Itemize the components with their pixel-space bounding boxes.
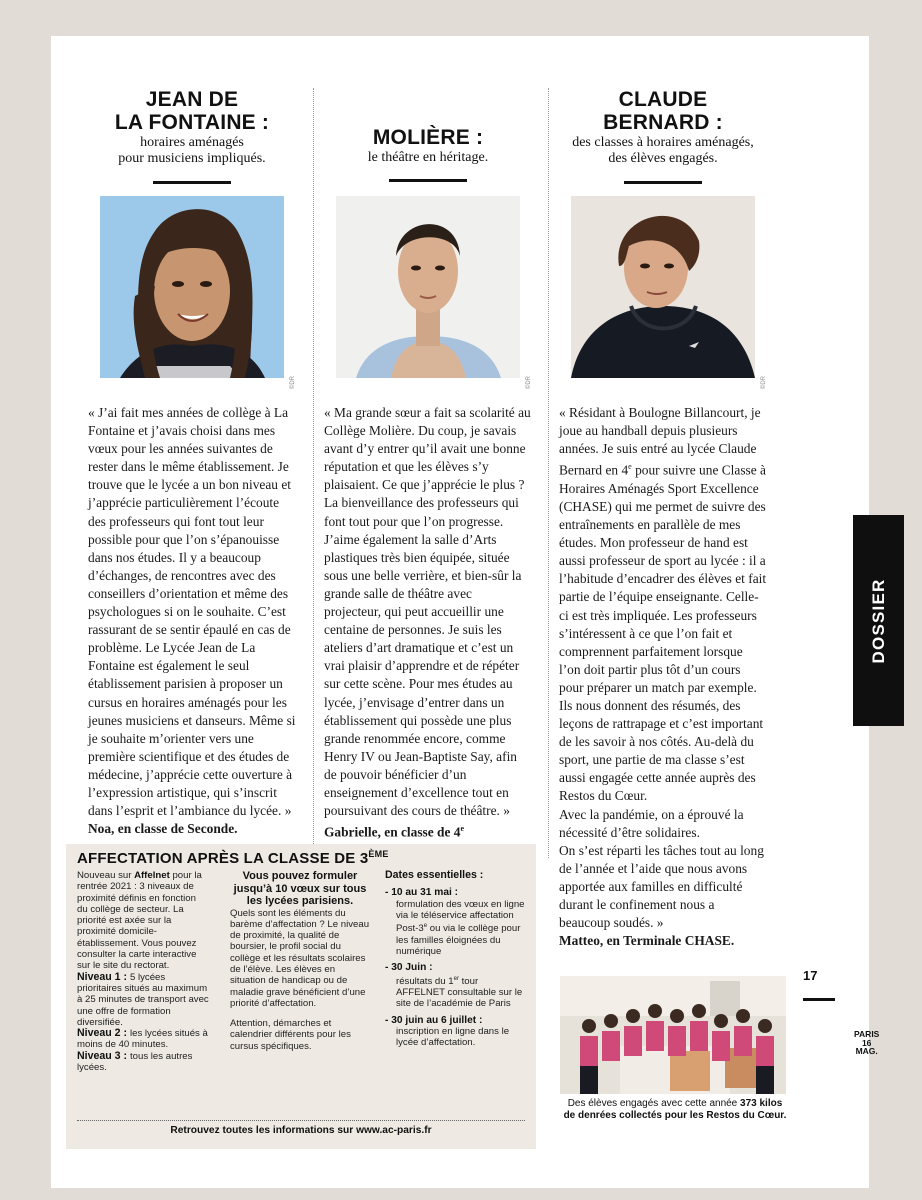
portrait-matteo-image (571, 196, 755, 378)
group-photo-image (560, 976, 786, 1094)
level-label: Niveau 2 : (77, 1027, 130, 1040)
signature-text: Gabrielle, en classe de 4 (324, 824, 461, 840)
affectation-title-sup: ÈME (368, 849, 389, 859)
school-subtitle (324, 150, 532, 166)
level-2 (77, 1028, 209, 1051)
date-description: inscription en ligne dans le lycée d’affectation. (396, 1025, 510, 1049)
date-text: tour AFFELNET consultable sur le site de l’académie de Paris (396, 975, 523, 1010)
affectation-footer (66, 1125, 536, 1136)
signature-sup: e (460, 824, 465, 834)
logo-line: PARIS (854, 1029, 880, 1039)
date-sup: er (453, 975, 459, 982)
portrait-photo-matteo (571, 196, 767, 390)
voeux-headline: Vous pouvez formuler jusqu’à 10 vœux sur tous les lycées parisiens. (233, 870, 367, 907)
quote-text: « J’ai fait mes années de collège à La Fontaine et j’avais choisi dans mes vœux pour les années suivantes de rester dans le même établissement. Je trouve que le lycée a un bon niveau et j’apprécie particulièrement l’écoute des professeurs qui font tout leur possible pour que l’on s’épanouisse dans nos études. Il y a beaucoup d’échanges, de rencontres avec des conseillers d’orientation et même des psychologues si on le souhaite. C’est rassurant de se sentir épaulé en cas de problème. Le Lycée Jean de La Fontaine est également le seul établissement parisien à proposer un cursus en horaires aménagés pour les jeunes musiciens et danseurs. Même si je souhaite m’orienter vers une première scientifique et des études de médecine, j’apprécie cette ouverture à l’expression artistique, qui s’inscrit dans l’esprit et l’ambiance du lycée. » (88, 405, 296, 819)
level-label: Niveau 3 : (77, 1049, 130, 1062)
affectation-title-text: AFFECTATION APRÈS LA CLASSE DE 3 (77, 850, 369, 867)
header-rule (153, 181, 231, 184)
date-text: résultats du 1 (396, 975, 454, 987)
quote-text: « Ma grande sœur a fait sa scolarité au Collège Molière. Du coup, je savais avant d’y entrer qu’il avait une bonne réputation et que les élèves s’y plaisaient. Ce que j’apprécie le plus ? La bienveillance des professeurs qui font tout pour que l’on progresse. J’aime également la salle d’Arts plastiques très bien équipée, située sous une belle verrière, et bien-sûr la grande salle de théâtre avec projecteur, qui peut accueillir une centaine de personnes. Je suis les ateliers d’art dramatique et c’est un vrai plaisir d’apprendre et de répéter sur cette scène. Pour mes études au lycée, j’envisage d’entrer dans un établissement qui possède une plus grande renommée encore, comme Henry IV ou Jean-Baptiste Say, afin de pouvoir bénéficier d’un enseignement d’excellence tout en poursuivant des cours de théâtre. » (324, 405, 531, 819)
date-sup: e (423, 923, 428, 930)
date-text: formulation des vœux en ligne via le téléservice affectation Post-3 (396, 898, 525, 935)
level-3 (77, 1051, 209, 1074)
level-1 (77, 972, 209, 1028)
dotted-separator (77, 1120, 525, 1121)
header-rule (624, 181, 702, 184)
paris16-mag-logo (854, 1030, 879, 1056)
logo-line: MAG. (855, 1046, 878, 1056)
quote-sup: e (628, 462, 632, 472)
caption-text: Des élèves engagés avec cette année (567, 1098, 741, 1109)
level-text: 5 lycées prioritaires situés au maximum à 25 minutes de transport avec une offre de formation diversifiée. (77, 971, 209, 1028)
column-header (88, 88, 296, 196)
page-number-rule (803, 998, 835, 1001)
school-name-line: JEAN DE (145, 88, 239, 111)
testimonial-quote (559, 404, 767, 950)
school-name-line: CLAUDE (618, 88, 708, 111)
intro-bold: Affelnet (134, 870, 170, 881)
logo-line: 16 (861, 1037, 872, 1048)
level-label: Niveau 1 : (77, 970, 130, 983)
quote-text: « Résidant à Boulogne Billancourt, je joue au handball depuis plusieurs années. Je suis entré au lycée Claude Bernard en 4 (559, 405, 761, 478)
portrait-photo-gabrielle (336, 196, 532, 390)
footer-text: Retrouvez toutes les informations sur www.ac-paris.fr (170, 1125, 432, 1136)
caption-bold: 373 kilos (740, 1098, 783, 1109)
photo-caption (560, 1098, 790, 1122)
school-name (324, 88, 532, 149)
school-name-line: BERNARD : (603, 111, 723, 134)
page-number: 17 (803, 968, 818, 983)
subtitle-line: horaires aménagés (140, 135, 244, 150)
quote-signature (324, 820, 532, 842)
column-header (324, 88, 532, 196)
column-divider (548, 88, 549, 858)
article-column-la-fontaine (88, 88, 296, 838)
restos-du-coeur-photo (560, 976, 786, 1094)
date-label: - 10 au 31 mai : (385, 887, 459, 899)
photo-credit: ©DR (290, 376, 296, 390)
subtitle-line: des élèves engagés. (608, 151, 718, 166)
portrait-gabrielle-image (336, 196, 520, 378)
quote-signature: Noa, en classe de Seconde. (88, 821, 238, 837)
photo-credit: ©DR (761, 376, 767, 390)
header-rule (389, 179, 467, 182)
school-name (88, 88, 296, 134)
affelnet-intro (77, 870, 209, 972)
school-name-line: MOLIÈRE : (372, 126, 484, 149)
caption-bold: de denrées collectés pour les Restos du Cœur. (563, 1110, 787, 1121)
dates-headline: Dates essentielles : (385, 869, 484, 881)
quote-text: pour suivre une Classe à Horaires Aménagés Sport Excellence (CHASE) qui me permet de suivre des entraînements en parallèle de mes études. Mon professeur de hand est aussi professeur de sport au lycée : il a l’habitude d’encadrer des élèves et fait partie de l’équipe enseignante. Celle-ci est très impliquée. Les professeurs s’intéressent à ce que l’on fait et comprennent parfaitement lorsque l’on doit partir plus tôt d’un cours pour préparer un match par exemple. Ils nous donnent des résumés, des leçons de rattrapage et c’est important de les savoir à nos côtés. Au-delà du sport, une partie de ma classe s’est aussi engagée cette année auprès des Restos du Cœur. (559, 462, 767, 804)
portrait-photo-noa (100, 196, 296, 390)
photo-credit: ©DR (526, 376, 532, 390)
dossier-section-tab (853, 515, 904, 726)
testimonial-quote (324, 404, 532, 842)
date-label: - 30 Juin : (385, 962, 433, 974)
date-label: - 30 juin au 6 juillet : (385, 1014, 483, 1026)
quote-paragraph-3: On s’est réparti les tâches tout au long de l’année et l’aide que nous avons apportée aux familles en difficulté durant le confinement nous a beaucoup soudés. » (559, 842, 764, 931)
school-name-line: LA FONTAINE : (114, 111, 270, 134)
level-text: les lycées situés à moins de 40 minutes. (77, 1028, 208, 1051)
subtitle-line: pour musiciens impliqués. (118, 151, 266, 166)
testimonial-quote (88, 404, 296, 838)
bareme-text: Quels sont les éléments du barème d’affectation ? Le niveau de proximité, la qualité de boursier, le profil social du collège et les résultats scolaires de l’élève. Les élèves en situation de handicap ou de maladie grave bénéficient d’une priorité d’affectation. (230, 907, 370, 1009)
quote-signature: Matteo, en Terminale CHASE. (559, 933, 735, 949)
date-text: ou via le collège pour les familles éloignées du numérique (396, 923, 521, 957)
date-description (385, 899, 528, 958)
affectation-title (77, 849, 389, 867)
column-divider (313, 88, 314, 858)
subtitle-line: des classes à horaires aménagés, (572, 135, 754, 150)
article-column-moliere (324, 88, 532, 842)
section-tab-label: DOSSIER (868, 578, 888, 663)
subtitle-line: le théâtre en héritage. (367, 150, 489, 165)
portrait-noa-image (100, 196, 284, 378)
affectation-column-affelnet (77, 870, 209, 1073)
quote-paragraph-1 (559, 404, 767, 806)
intro-text: Nouveau sur (77, 870, 135, 881)
school-subtitle (88, 135, 296, 167)
attention-text: Attention, démarches et calendrier différents pour les cursus spécifiques. (230, 1018, 351, 1052)
affectation-column-dates (385, 870, 528, 1049)
article-column-claude-bernard (559, 88, 767, 950)
affectation-info-box (66, 844, 536, 1149)
date-description (385, 974, 528, 1010)
column-header (559, 88, 767, 196)
quote-paragraph-2: Avec la pandémie, on a éprouvé la nécessité d’être solidaires. (559, 806, 744, 840)
level-text: tous les autres lycées. (77, 1050, 193, 1074)
school-subtitle (559, 135, 767, 167)
affectation-column-voeux (230, 870, 370, 1052)
intro-text: pour la rentrée 2021 : 3 niveaux de proximité définis en fonction du collège de secteur. La priorité est axée sur la proximité domicile-établissement. Vous pouvez consulter la carte interactive sur le site du rectorat. (77, 870, 202, 972)
school-name (559, 88, 767, 134)
